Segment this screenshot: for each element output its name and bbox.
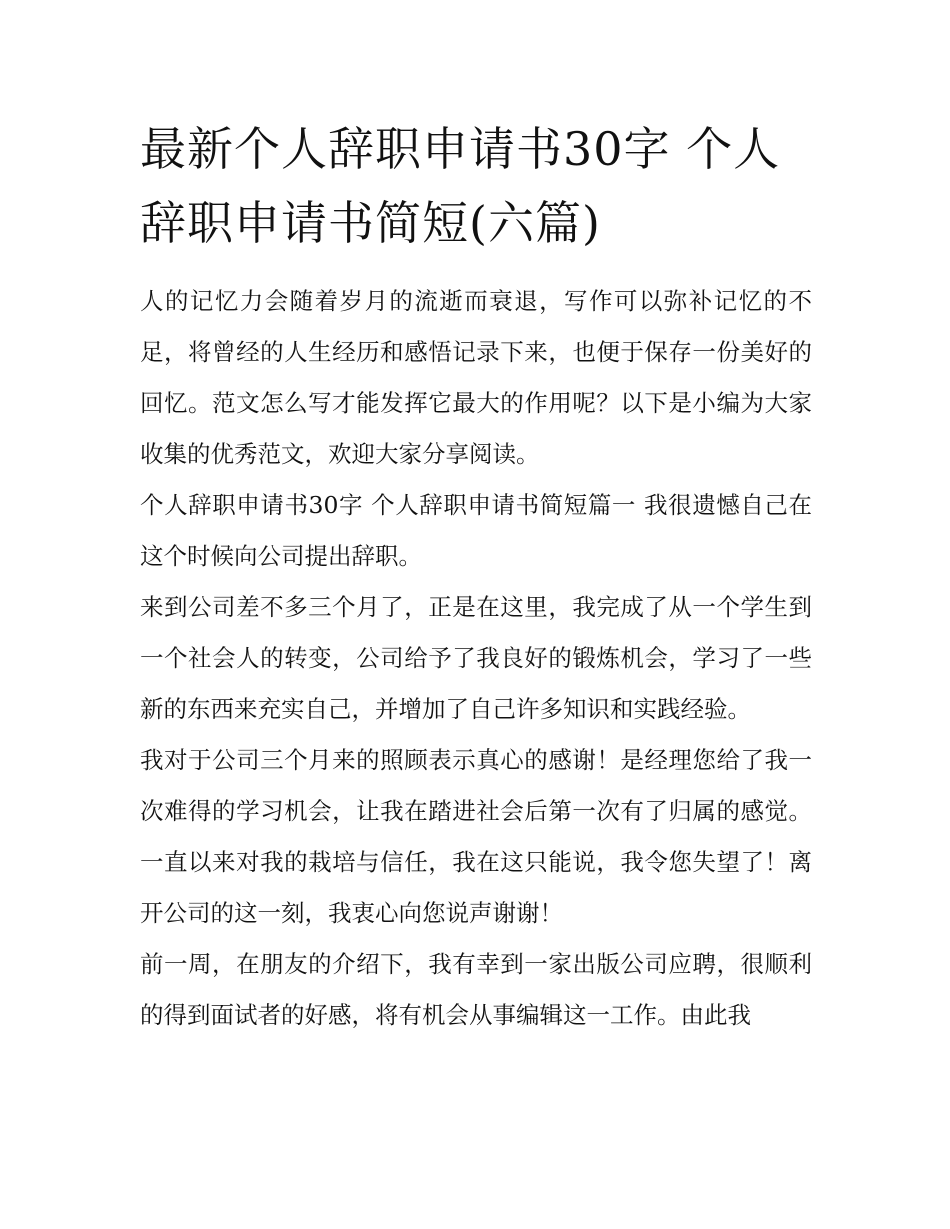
section-heading-paragraph: 个人辞职申请书30字 个人辞职申请书简短篇一 我很遗憾自己在这个时候向公司提出辞职。 [140,491,812,570]
body-paragraph: 前一周，在朋友的介绍下，我有幸到一家出版公司应聘，很顺利的得到面试者的好感，将有机会从事编辑这一工作。由此我 [140,950,812,1029]
body-paragraph: 我对于公司三个月来的照顾表示真心的感谢！是经理您给了我一次难得的学习机会，让我在踏进社会后第一次有了归属的感觉。一直以来对我的栽培与信任，我在这只能说，我令您失望了！离开公司的这一刻，我衷心向您说声谢谢！ [140,746,812,927]
intro-paragraph: 人的记忆力会随着岁月的流逝而衰退，写作可以弥补记忆的不足，将曾经的人生经历和感悟记录下来，也便于保存一份美好的回忆。范文怎么写才能发挥它最大的作用呢？以下是小编为大家收集的优秀范文，欢迎大家分享阅读。 [140,287,812,468]
body-paragraph: 来到公司差不多三个月了，正是在这里，我完成了从一个学生到一个社会人的转变，公司给予了我良好的锻炼机会，学习了一些新的东西来充实自己，并增加了自己许多知识和实践经验。 [140,593,812,723]
document-body [140,276,812,1041]
document-title: 最新个人辞职申请书30字 个人辞职申请书简短(六篇) [140,122,781,250]
